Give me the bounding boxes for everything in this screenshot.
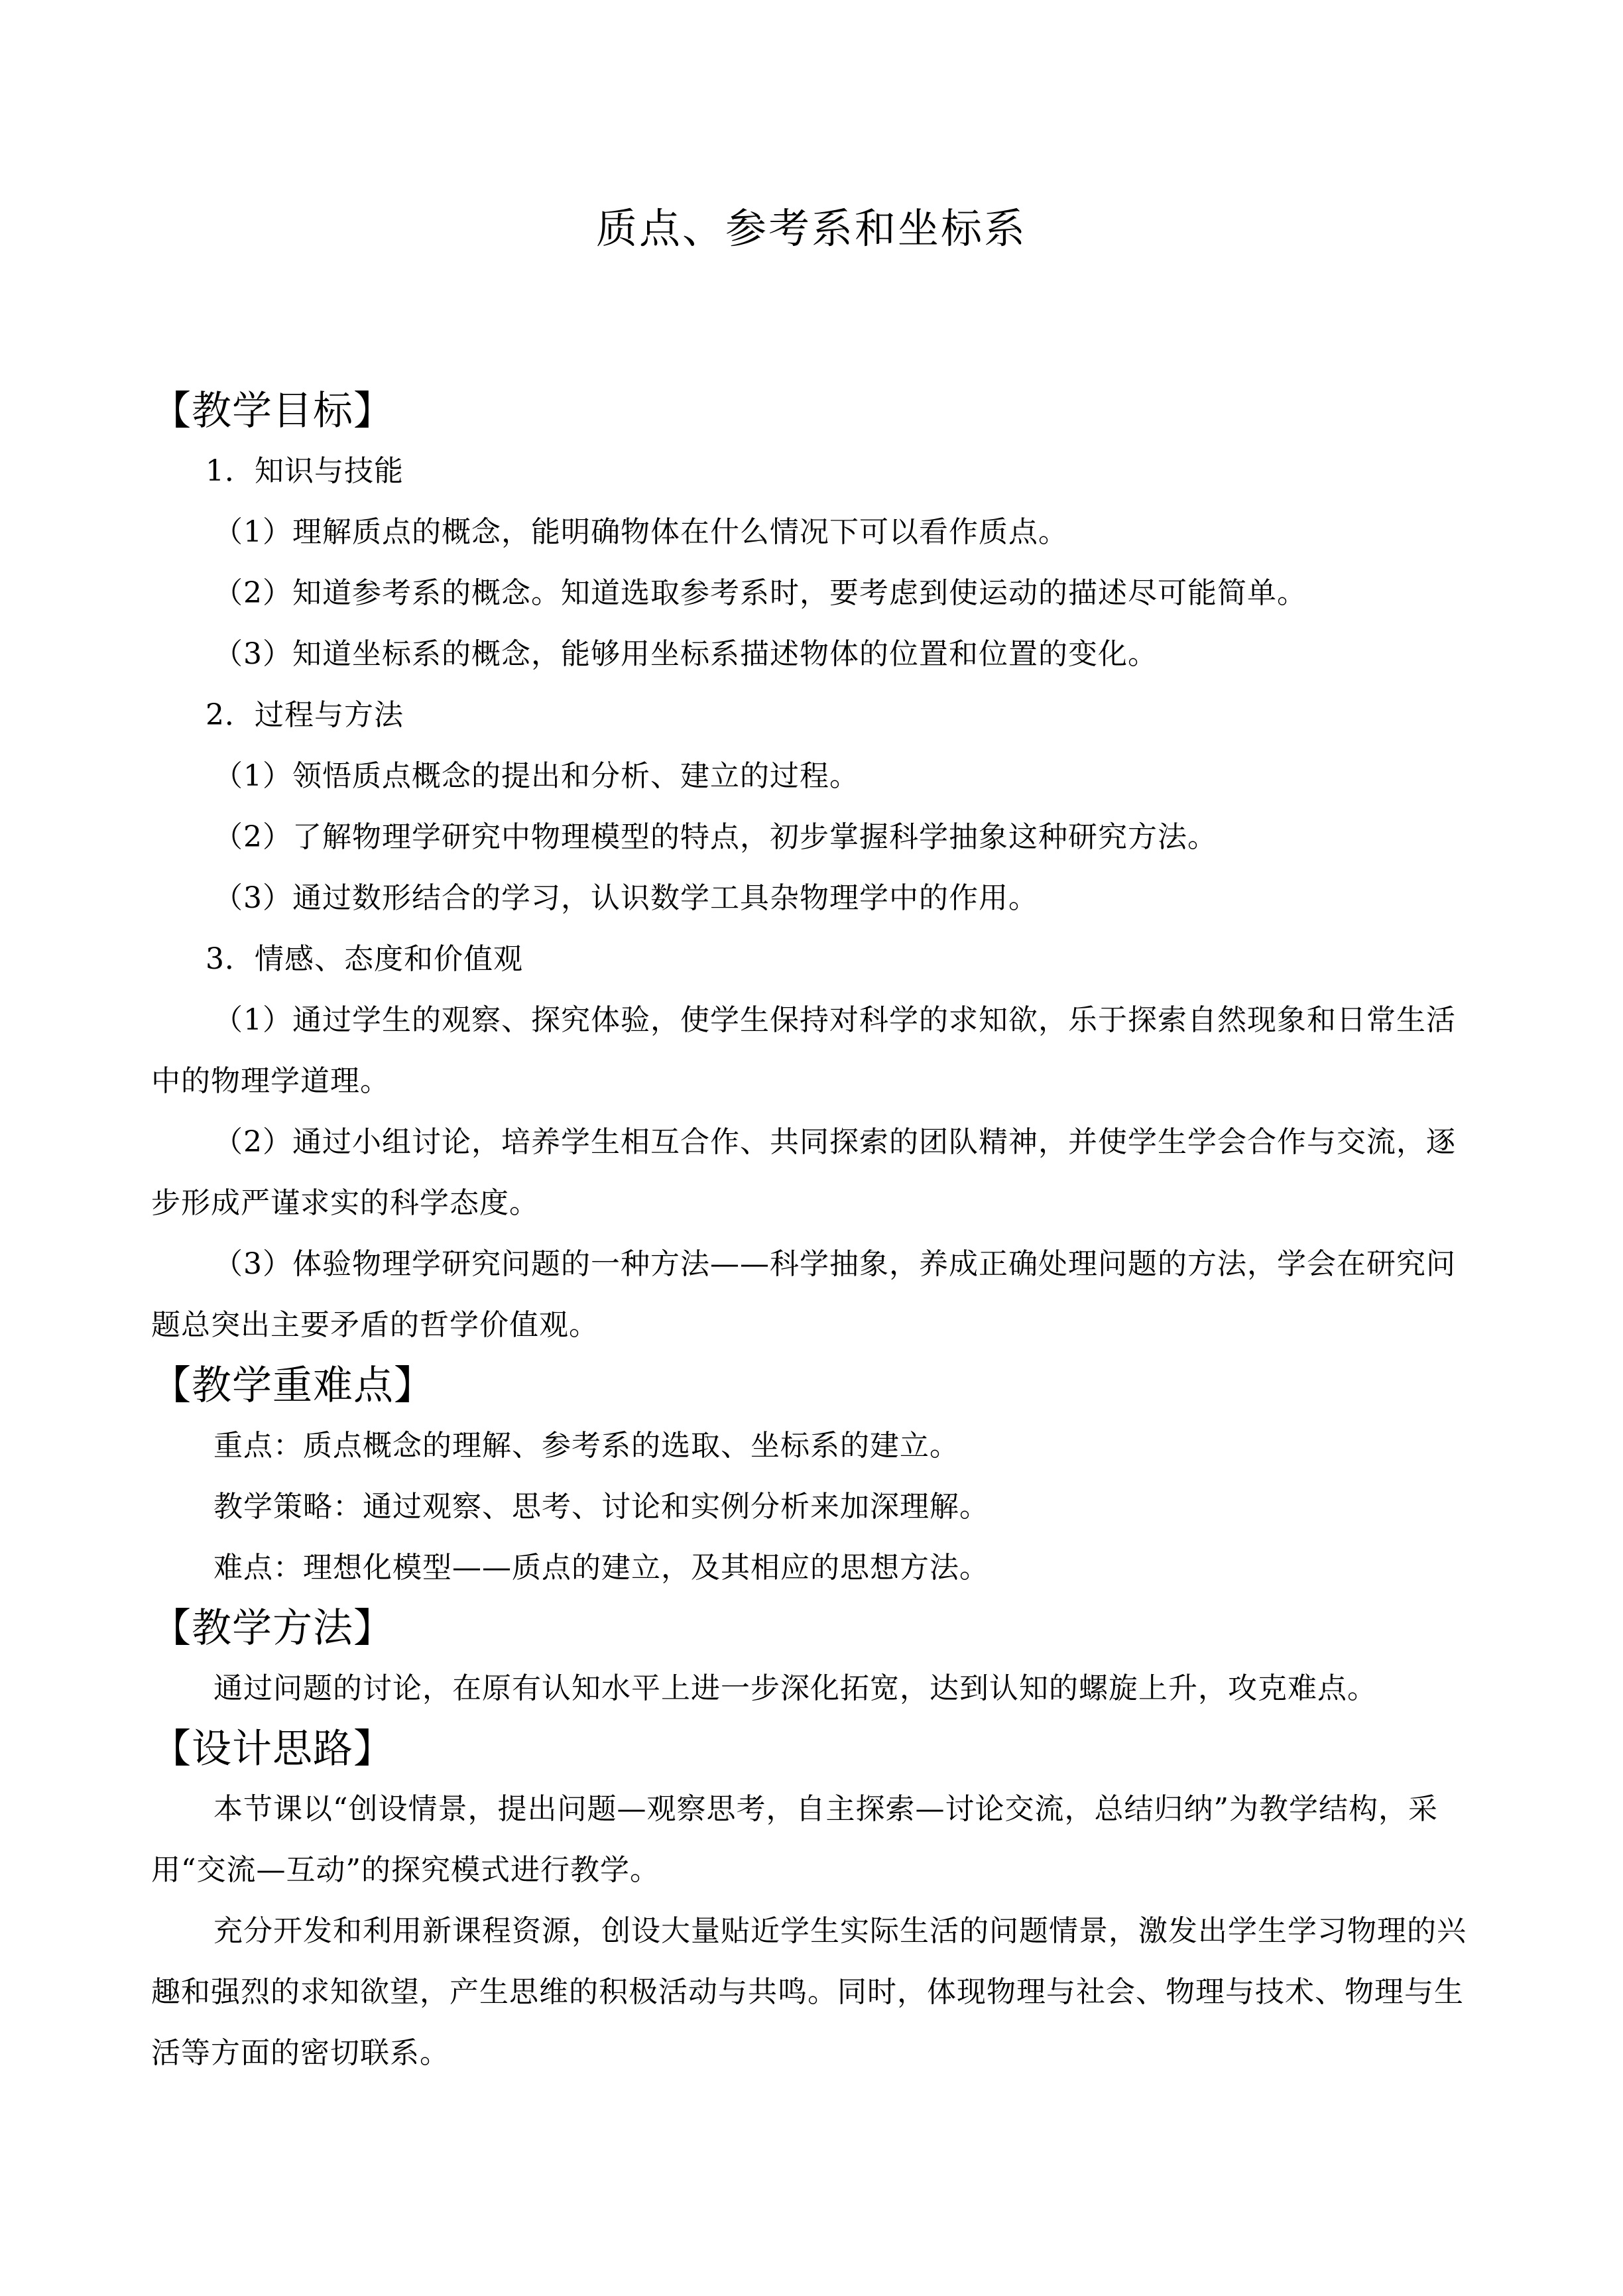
methods-text: 通过问题的讨论，在原有认知水平上进一步深化拓宽，达到认知的螺旋上升，攻克难点。 bbox=[213, 1671, 1377, 1705]
objective-item-3-1: （1）通过学生的观察、探究体验，使学生保持对科学的求知欲，乐于探索自然现象和日常生活中的物理学道理。 bbox=[151, 1003, 1456, 1098]
objective-item-3-2: （2）通过小组讨论，培养学生相互合作、共同探索的团队精神，并使学生学会合作与交流，逐步形成严谨求实的科学态度。 bbox=[151, 1125, 1456, 1220]
design-paragraph-2: 充分开发和利用新课程资源，创设大量贴近学生实际生活的问题情景，激发出学生学习物理的兴趣和强烈的求知欲望，产生思维的积极活动与共鸣。同时，体现物理与社会、物理与技术、物理与生活等方面的密切联系。 bbox=[151, 1914, 1467, 2070]
section-heading-key-points: 【教学重难点】 bbox=[151, 1362, 434, 1409]
objective-item-1-1: （1）理解质点的概念，能明确物体在什么情况下可以看作质点。 bbox=[213, 515, 1068, 549]
objective-item-1-2: （2）知道参考系的概念。知道选取参考系时，要考虑到使运动的描述尽可能简单。 bbox=[213, 576, 1307, 610]
objective-item-attitude: 3．情感、态度和价值观 bbox=[206, 942, 523, 976]
objective-item-knowledge: 1．知识与技能 bbox=[206, 454, 404, 488]
objective-item-3-3: （3）体验物理学研究问题的一种方法——科学抽象，养成正确处理问题的方法，学会在研究问题总突出主要矛盾的哲学价值观。 bbox=[151, 1247, 1456, 1342]
document-title: 质点、参考系和坐标系 bbox=[595, 204, 1027, 253]
document-body bbox=[151, 381, 1477, 2084]
section-heading-objectives: 【教学目标】 bbox=[151, 388, 394, 434]
objective-item-2-3: （3）通过数形结合的学习，认识数学工具杂物理学中的作用。 bbox=[213, 881, 1038, 915]
section-heading-design: 【设计思路】 bbox=[151, 1726, 394, 1772]
objective-item-1-3: （3）知道坐标系的概念，能够用坐标系描述物体的位置和位置的变化。 bbox=[213, 637, 1158, 671]
difficulty-text: 难点：理想化模型——质点的建立，及其相应的思想方法。 bbox=[213, 1551, 989, 1585]
objective-item-2-1: （1）领悟质点概念的提出和分析、建立的过程。 bbox=[213, 759, 859, 793]
section-heading-methods: 【教学方法】 bbox=[151, 1605, 394, 1652]
objective-item-process: 2．过程与方法 bbox=[206, 698, 404, 732]
teaching-strategy-text: 教学策略：通过观察、思考、讨论和实例分析来加深理解。 bbox=[213, 1490, 989, 1524]
objective-item-2-2: （2）了解物理学研究中物理模型的特点，初步掌握科学抽象这种研究方法。 bbox=[213, 820, 1217, 854]
design-paragraph-1: 本节课以“创设情景，提出问题—观察思考，自主探索—讨论交流，总结归纳”为教学结构，采用“交流—互动”的探究模式进行教学。 bbox=[151, 1792, 1438, 1887]
key-point-text: 重点：质点概念的理解、参考系的选取、坐标系的建立。 bbox=[213, 1429, 959, 1463]
